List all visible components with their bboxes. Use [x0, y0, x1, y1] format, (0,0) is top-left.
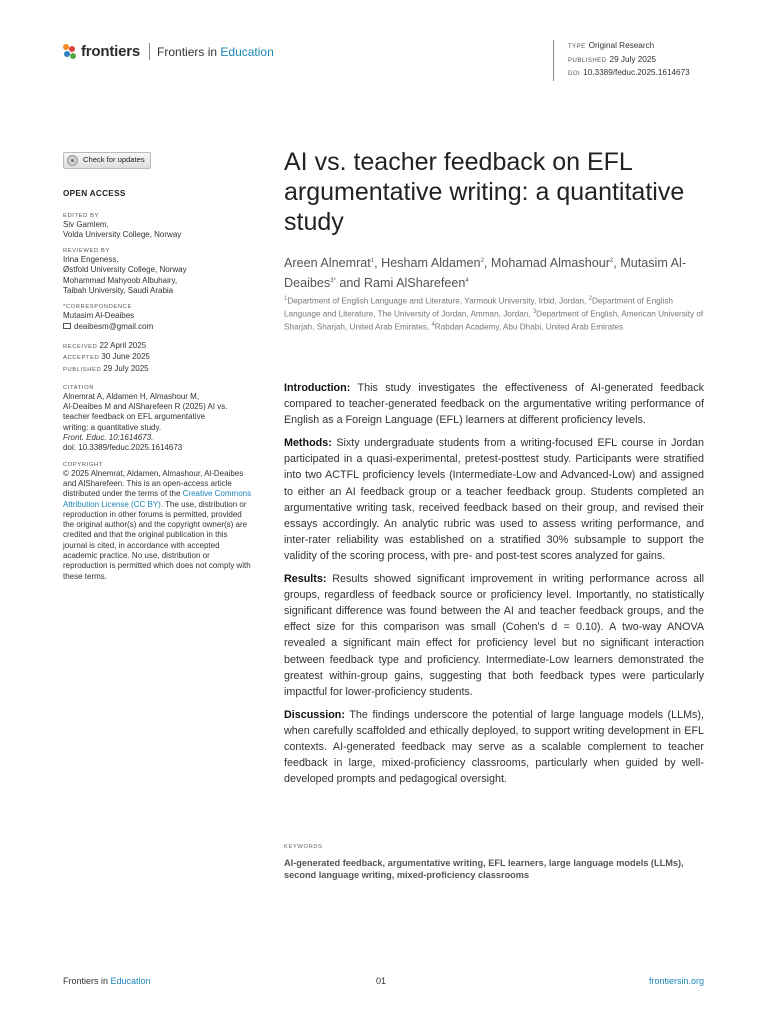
- abstract: [284, 380, 704, 794]
- correspondence-name: Mutasim Al-Deaibes: [63, 311, 135, 321]
- article-sidebar: [63, 152, 253, 582]
- open-access-label: OPEN ACCESS: [63, 189, 126, 199]
- article-title: AI vs. teacher feedback on EFL argumentative writing: a quantitative study: [284, 148, 685, 236]
- keywords-label: KEYWORDS: [284, 844, 323, 850]
- correspondence-label: *CORRESPONDENCE: [63, 304, 132, 311]
- cc-license-link[interactable]: Creative Commons Attribution License (CC BY).: [63, 489, 252, 509]
- author[interactable]: Rami AlSharefeen$^4$: [363, 276, 469, 291]
- author[interactable]: Mohamad Almashour$^2$: [490, 256, 614, 271]
- footer-journal[interactable]: Frontiers in Education: [63, 976, 151, 986]
- footer-site-link[interactable]: frontiersin.org: [648, 976, 704, 986]
- brand-name: frontiers: [81, 43, 141, 60]
- abstract-discussion: Discussion: The findings underscore the potential of large language models (LLMs), when carefully scaffolded and ethically deployed, to support writing development in EFL contexts. AI-generated feedback may serve as a scalable complement to teacher feedback in large, mixed-proficiency classrooms, particularly when guided by well-developed prompts and pedagogical oversight.: [284, 708, 704, 786]
- article-meta: TYPE Original Research PUBLISHED 29 July 2025 DOI 10.3389/feduc.2025.1614673: [553, 40, 690, 81]
- update-icon: [67, 155, 78, 166]
- article-dates: RECEIVED 22 April 2025 ACCEPTED 30 June 2025 PUBLISHED 29 July 2025: [63, 340, 150, 373]
- logo-divider: [149, 43, 150, 60]
- email-icon: [63, 323, 71, 329]
- published-date: 29 July 2025: [609, 54, 656, 64]
- abstract-results: Results: Results showed significant improvement in writing performance across all groups, regardless of feedback source or proficiency level. Importantly, no statistically significant difference was found between the AI and teacher feedback groups, and the effect size for this comparison was small (Cohen's d = 0.10). A two-way ANOVA revealed a significant main effect for proficiency level but no significant interaction between feedback type and proficiency. Intermediate-Low learners demonstrated the greatest within-group gains, suggesting that both feedback types were particularly impactful for lower-proficiency students.: [284, 573, 704, 698]
- doi[interactable]: 10.3389/feduc.2025.1614673: [583, 68, 690, 78]
- edited-by-label: EDITED BY: [63, 212, 100, 219]
- reviewers: Irina Engeness, Østfold University College, Norway Mohammad Mahyoob Albuhairy, Taibah University, Saudi Arabia: [63, 255, 187, 296]
- citation: Alnemrat A, Aldamen H, Almashour M, Al-Deaibes M and AlSharefeen R (2025) AI vs. teacher feedback on EFL argumentative writing: a quantitative study. Front. Educ. 10:1614673. doi: 10.3389/feduc.2025.1614673: [63, 391, 228, 453]
- author-list: Areen Alnemrat$^1$, Hesham Aldamen$^2$, Mohamad Almashour$^2$, Mutasim Al-Deaibes$^{3*}$ and Rami AlSharefeen$^4$: [284, 256, 687, 291]
- frontiers-logo[interactable]: [63, 43, 274, 60]
- author[interactable]: Hesham Aldamen$^2$: [381, 256, 484, 271]
- frontiers-logo-icon: [63, 44, 77, 60]
- keywords: AI-generated feedback, argumentative writing, EFL learners, large language models (LLMs), second language writing, mixed-proficiency classrooms: [284, 858, 684, 880]
- copyright-text: © 2025 Alnemrat, Aldamen, Almashour, Al-Deaibes and AlSharefeen. This is an open-access article distributed under the terms of the Creative Commons Attribution License (CC BY). The use, distribution or reproduction in other forums is permitted, provided the original author(s) and the copyright owner(s) are credited and that the original publication in this journal is cited, in accordance with accepted academic practice. No use, distribution or reproduction is permitted which does not comply with these terms.: [63, 468, 252, 581]
- abstract-introduction: Introduction: This study investigates the effectiveness of AI-generated feedback compared to teacher-generated feedback on the argumentative writing performance of English as a Foreign Language (EFL) learners at different proficiency levels.: [284, 382, 704, 427]
- journal-name[interactable]: Frontiers in Education: [157, 44, 274, 59]
- author[interactable]: Mutasim Al-Deaibes$^{3*}$: [284, 256, 687, 291]
- check-for-updates-button[interactable]: Check for updates: [63, 152, 151, 169]
- article-type: Original Research: [588, 41, 655, 50]
- affiliations: $^1$Department of English Language and Literature, Yarmouk University, Irbid, Jordan, $^2$Department of English Language and Literature, The University of Jordan, Amman, Jordan, $^3$Department of English, American University of Sharjah, Sharjah, United Arab Emirates, $^4$Rabdan Academy, Abu Dhabi, United Arab Emirates: [284, 296, 704, 333]
- author[interactable]: Areen Alnemrat$^1$: [284, 256, 375, 271]
- copyright-label: COPYRIGHT: [63, 461, 103, 468]
- abstract-methods: Methods: Sixty undergraduate students from a writing-focused EFL course in Jordan participated in a quasi-experimental, pretest-posttest study. Participants were stratified into two ACTFL proficiency levels (Intermediate-Low and Advanced-Low) and assigned to either an AI feedback group or a teacher feedback group. Students completed an argumentative writing task, received feedback based on their group, and revised their essays accordingly. An analytic rubric was used to assess writing performance, and inter-rater reliability was established on a stratified 30% subsample to support the validity of the scoring process, with pre- and post-test scores analyzed for gains.: [284, 437, 704, 562]
- citation-label: CITATION: [63, 384, 94, 391]
- correspondence-email[interactable]: deaibesm@gmail.com: [63, 322, 253, 332]
- page-number: 01: [376, 976, 387, 986]
- editor: Siv Gamlem, Volda University College, Norway: [63, 219, 182, 239]
- reviewed-by-label: REVIEWED BY: [63, 248, 110, 255]
